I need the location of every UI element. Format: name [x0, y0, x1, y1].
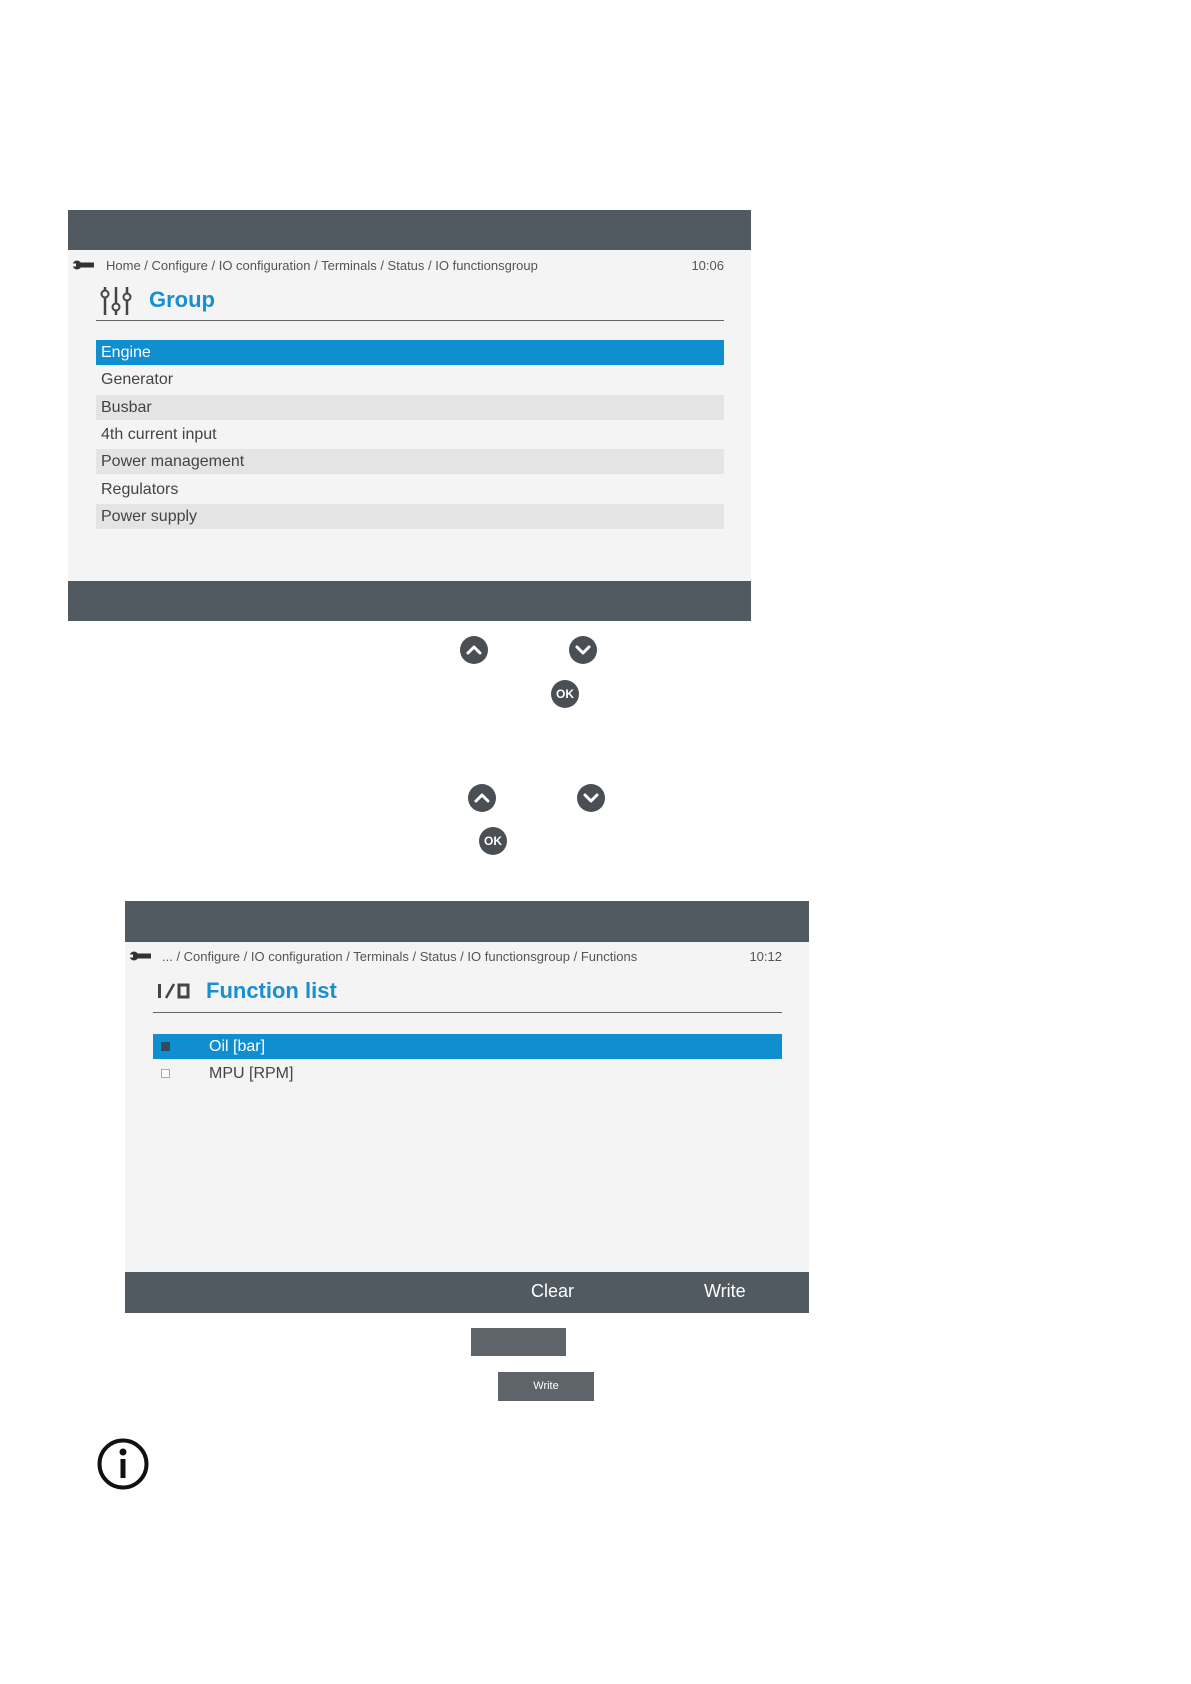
list-item[interactable] — [96, 395, 724, 420]
page-title: Function list — [206, 978, 337, 1003]
list-item-label: Busbar — [101, 398, 152, 416]
breadcrumb[interactable]: Home / Configure / IO configuration / Terminals / Status / IO functionsgroup — [106, 258, 538, 273]
down-button[interactable] — [569, 636, 597, 664]
list-item-label: Engine — [101, 344, 151, 361]
wrench-icon — [72, 259, 94, 271]
breadcrumb[interactable]: ... / Configure / IO configuration / Terminals / Status / IO functionsgroup / Functions — [162, 949, 638, 964]
list-item-label: Power supply — [101, 507, 198, 525]
page-title: Group — [149, 287, 215, 312]
title-divider — [96, 320, 724, 321]
list-item-label: 4th current input — [101, 425, 217, 443]
up-button-2[interactable] — [468, 784, 496, 812]
top-bar-2 — [125, 901, 809, 942]
clear-softkey[interactable]: Clear — [531, 1281, 575, 1301]
write-key[interactable]: Write — [498, 1372, 594, 1401]
up-button[interactable] — [460, 636, 488, 664]
list-item[interactable] — [96, 477, 724, 502]
bottom-bar — [68, 581, 751, 621]
list-item-label: MPU [RPM] — [209, 1065, 294, 1083]
list-item-label: Oil [bar] — [209, 1038, 266, 1055]
title-divider — [153, 1012, 782, 1013]
list-item[interactable] — [96, 449, 724, 474]
chevron-down-icon — [569, 636, 597, 664]
wrench-icon — [129, 950, 151, 962]
chevron-down-icon — [577, 784, 605, 812]
checkbox-checked-icon[interactable] — [161, 1042, 170, 1051]
list-item-label: Generator — [101, 371, 174, 389]
list-item[interactable] — [96, 422, 724, 447]
clock: 10:06 — [691, 258, 724, 273]
list-item[interactable] — [96, 504, 724, 529]
list-item[interactable] — [96, 367, 724, 392]
chevron-up-icon — [468, 784, 496, 812]
top-bar — [68, 210, 751, 250]
chevron-up-icon — [460, 636, 488, 664]
list-item[interactable] — [96, 340, 724, 365]
function-list-screen — [125, 901, 809, 1313]
list-item[interactable] — [153, 1034, 782, 1059]
info-icon — [97, 1438, 149, 1490]
group-screen — [68, 210, 751, 621]
list-item[interactable] — [153, 1061, 782, 1086]
breadcrumb-row-2 — [125, 946, 809, 968]
list-item-label: Regulators — [101, 480, 179, 498]
ok-button-2[interactable]: OK — [479, 827, 507, 855]
blank-key[interactable] — [471, 1328, 566, 1356]
breadcrumb-row — [68, 255, 751, 277]
clock: 10:12 — [749, 949, 782, 964]
checkbox-empty-icon[interactable] — [161, 1069, 170, 1078]
list-item-label: Power management — [101, 453, 245, 471]
ok-button[interactable]: OK — [551, 680, 579, 708]
softkey-bar — [125, 1272, 809, 1313]
sliders-icon — [100, 285, 132, 317]
io-icon — [156, 981, 190, 1001]
write-softkey[interactable]: Write — [704, 1281, 746, 1301]
down-button-2[interactable] — [577, 784, 605, 812]
